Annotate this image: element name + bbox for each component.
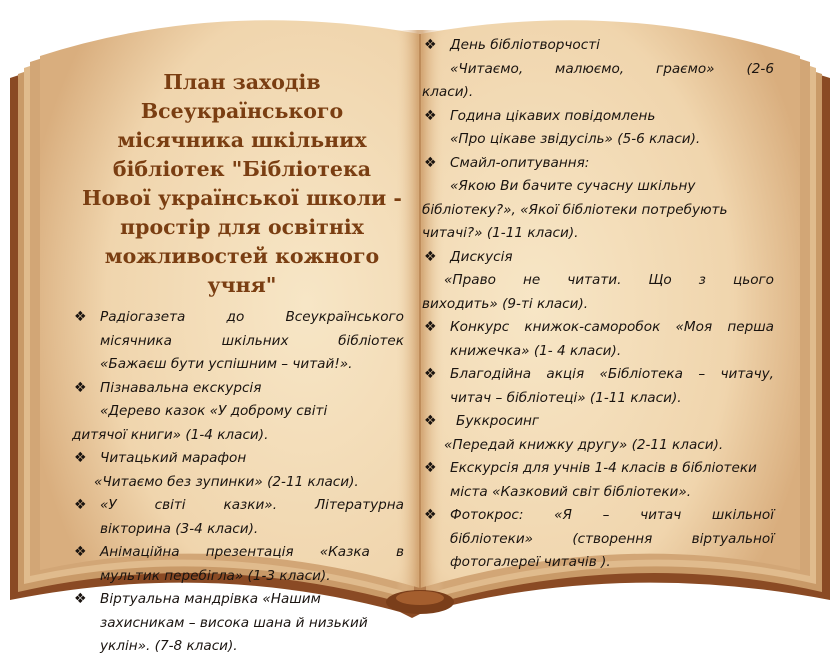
list-item [422, 34, 774, 58]
list-item-text: вікторина (3-4 класи). [100, 520, 259, 537]
list-item [72, 494, 404, 541]
list-item-text: мультик перебігла» (1-3 класи). [100, 567, 331, 584]
list-item-text: Година цікавих повідомлень [450, 107, 656, 124]
diamond-bullet-icon: ❖ [74, 497, 87, 513]
page-title: План заходів Всеукраїнського місячника шкільних бібліотек "Бібліотека Нової української школи - простір для освітніх можливостей кожного учня" [82, 70, 402, 297]
list-item-text: День бібліотворчості [450, 37, 600, 53]
list-item-text: Конкурс книжок-саморобок «Моя перша [450, 319, 774, 335]
list-item-text: захисникам – висока шана й низький [100, 614, 368, 631]
list-item-detail: «Передай книжку другу» (2-11 класи). [444, 436, 724, 453]
list-item [422, 457, 774, 504]
list-item-text: Віртуальна мандрівка «Нашим [100, 591, 321, 607]
list-item-text: Читацький марафон [100, 450, 247, 466]
list-item [422, 152, 774, 176]
diamond-bullet-icon: ❖ [74, 450, 87, 466]
list-item-detail: «Дерево казок «У доброму світі [100, 403, 328, 419]
list-item-text: Фотокрос: «Я – читач шкільної [450, 507, 774, 523]
list-item-text: книжечка» (1- 4 класи). [450, 342, 622, 359]
list-item [72, 377, 404, 401]
list-item-text: читач – бібліотеці» (1-11 класи). [450, 389, 682, 406]
diamond-bullet-icon: ❖ [424, 319, 437, 335]
diamond-bullet-icon: ❖ [424, 107, 437, 124]
list-item-text: місячника шкільних бібліотек [100, 332, 404, 349]
list-item-text: Анімаційна презентація «Казка в [100, 544, 404, 560]
list-item-detail: класи). [422, 84, 474, 100]
list-item-text: «У світі казки». Літературна [100, 497, 404, 513]
list-item-text: фотогалереї читачів ). [450, 554, 611, 570]
list-item-text: Екскурсія для учнів 1-4 класів в бібліотеки [450, 460, 757, 476]
list-item-detail: читачі?» (1-11 класи). [422, 225, 579, 241]
diamond-bullet-icon: ❖ [74, 379, 87, 396]
list-item-detail: «Читаємо, малюємо, граємо» (2-6 [450, 60, 774, 77]
list-item-text: Дискусія [450, 248, 513, 265]
diamond-bullet-icon: ❖ [424, 413, 437, 429]
list-item-detail: «Якою Ви бачите сучасну шкільну [450, 178, 696, 194]
list-item-detail: «Право не читати. Що з цього [444, 272, 774, 288]
list-item-text: міста «Казковий світ бібліотеки». [450, 483, 692, 500]
list-item [72, 541, 404, 588]
diamond-bullet-icon: ❖ [424, 37, 437, 53]
list-item-text: Пізнавальна екскурсія [100, 379, 262, 396]
list-item-text: бібліотеки» (створення віртуальної [450, 530, 774, 547]
diamond-bullet-icon: ❖ [424, 507, 437, 523]
list-item-text: Буккросинг [456, 413, 540, 429]
diamond-bullet-icon: ❖ [424, 154, 437, 171]
list-item [72, 447, 404, 471]
diamond-bullet-icon: ❖ [424, 460, 437, 476]
list-item-text: Смайл-опитування: [450, 154, 590, 171]
list-item [422, 410, 774, 434]
list-item-text: Радіогазета до Всеукраїнського [100, 309, 404, 325]
list-item [422, 246, 774, 270]
list-item-text: уклін». (7-8 класи). [100, 638, 238, 654]
list-item-detail: «Читаємо без зупинки» (2-11 класи). [94, 473, 359, 490]
list-item-text: «Бажаєш бути успішним – читай!». [100, 356, 353, 372]
list-item-detail: дитячої книги» (1-4 класи). [72, 426, 269, 443]
list-item [422, 105, 774, 129]
list-item-detail: виходить» (9-ті класи). [422, 295, 589, 312]
list-item-text: Благодійна акція «Бібліотека – читачу, [450, 366, 774, 382]
diamond-bullet-icon: ❖ [424, 248, 437, 265]
list-item [72, 588, 404, 659]
list-item [422, 504, 774, 575]
left-page-content [72, 68, 404, 659]
list-item-detail: бібліотеку?», «Якої бібліотеки потребують [422, 201, 728, 218]
diamond-bullet-icon: ❖ [424, 366, 437, 382]
list-item-detail: «Про цікаве звідусіль» (5-6 класи). [450, 131, 701, 147]
list-item [422, 363, 774, 410]
right-page-content [422, 34, 774, 575]
diamond-bullet-icon: ❖ [74, 544, 87, 560]
diamond-bullet-icon: ❖ [74, 591, 87, 607]
list-item [72, 306, 404, 377]
diamond-bullet-icon: ❖ [74, 309, 87, 325]
list-item [422, 316, 774, 363]
